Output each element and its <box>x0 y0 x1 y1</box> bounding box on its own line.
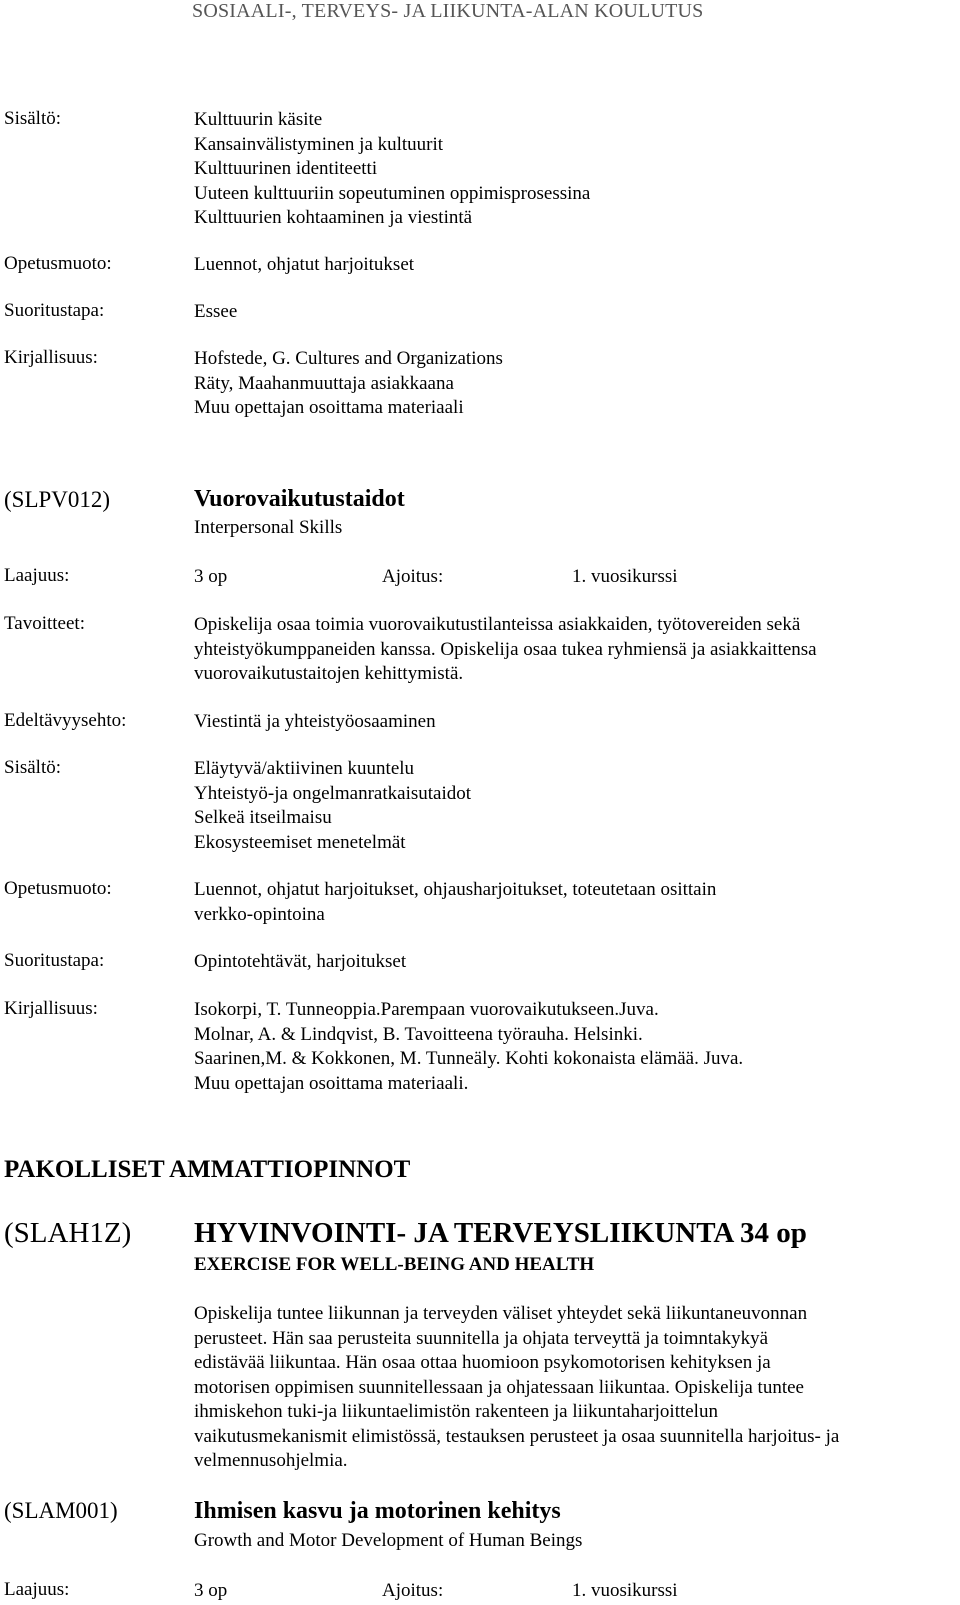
ajoitus-label: Ajoitus: <box>382 1580 444 1601</box>
suoritustapa-value: Essee <box>194 301 238 322</box>
section-heading: PAKOLLISET AMMATTIOPINNOT <box>4 1156 411 1183</box>
ajoitus-value: 1. vuosikurssi <box>572 566 678 587</box>
module-description <box>194 1302 839 1474</box>
course-subtitle: Interpersonal Skills <box>194 517 343 538</box>
suoritustapa-value: Opintotehtävät, harjoitukset <box>194 951 407 972</box>
kirjallisuus-item: Molnar, A. & Lindqvist, B. Tavoitteena työrauha. Helsinki. <box>194 1023 643 1045</box>
module-subtitle: EXERCISE FOR WELL-BEING AND HEALTH <box>194 1254 595 1275</box>
tavoitteet-line: Opiskelija osaa toimia vuorovaikutustilanteissa asiakkaiden, työtovereiden sekä <box>194 614 801 635</box>
description-line: perusteet. Hän saa perusteita suunnitella ja ohjata terveyttä ja toimntakykyä <box>194 1327 769 1349</box>
edeltavyysehto-value: Viestintä ja yhteistyöosaaminen <box>194 711 436 732</box>
description-line: motorisen oppimisen suunnitellessaan ja ohjatessaan liikuntaa. Opiskelija tuntee <box>194 1376 804 1398</box>
kirjallisuus-label: Kirjallisuus: <box>4 347 98 368</box>
course-code: (SLAM001) <box>4 1498 118 1523</box>
sisalto-item: Selkeä itseilmaisu <box>194 807 332 828</box>
sisalto-item: Kulttuurinen identiteetti <box>194 158 378 179</box>
opetusmuoto-line: Luennot, ohjatut harjoitukset, ohjausharjoitukset, toteutetaan osittain <box>194 879 717 900</box>
kirjallisuus-item: Muu opettajan osoittama materiaali <box>194 397 464 418</box>
kirjallisuus-item: Räty, Maahanmuuttaja asiakkaana <box>194 372 454 394</box>
ajoitus-value: 1. vuosikurssi <box>572 1580 678 1601</box>
description-line: Opiskelija tuntee liikunnan ja terveyden väliset yhteydet sekä liikuntaneuvonnan <box>194 1303 808 1324</box>
sisalto-list <box>194 757 471 855</box>
page-header: SOSIAALI-, TERVEYS- JA LIIKUNTA-ALAN KOULUTUS <box>192 0 704 22</box>
suoritustapa-label: Suoritustapa: <box>4 950 105 971</box>
tavoitteet-label: Tavoitteet: <box>4 613 85 634</box>
sisalto-label: Sisältö: <box>4 757 62 778</box>
laajuus-label: Laajuus: <box>4 565 70 586</box>
opetusmuoto-line: verkko-opintoina <box>194 903 325 925</box>
tavoitteet-line: vuorovaikutustaitojen kehittymistä. <box>194 663 464 684</box>
suoritustapa-label: Suoritustapa: <box>4 300 105 321</box>
laajuus-value: 3 op <box>194 566 228 587</box>
course-subtitle: Growth and Motor Development of Human Beings <box>194 1530 583 1551</box>
opetusmuoto-value <box>194 878 716 927</box>
tavoitteet-line: yhteistyökumppaneiden kanssa. Opiskelija osaa tukea ryhmiensä ja asiakkaittensa <box>194 638 817 660</box>
kirjallisuus-item: Hofstede, G. Cultures and Organizations <box>194 348 503 369</box>
laajuus-label: Laajuus: <box>4 1579 70 1600</box>
course-title: Vuorovaikutustaidot <box>194 486 405 512</box>
sisalto-list <box>194 108 590 231</box>
kirjallisuus-item: Saarinen,M. & Kokkonen, M. Tunneäly. Kohti kokonaista elämää. Juva. <box>194 1048 744 1069</box>
opetusmuoto-value: Luennot, ohjatut harjoitukset <box>194 254 415 275</box>
module-code: (SLAH1Z) <box>4 1217 132 1249</box>
kirjallisuus-list <box>194 998 743 1096</box>
description-line: vaikutusmekanismit elimistössä, testauksen perusteet ja osaa suunnitella harjoitus- ja <box>194 1425 840 1447</box>
description-line: ihmiskehon tuki-ja liikuntaelimistön rakenteen ja liikuntaharjoittelun <box>194 1401 718 1422</box>
course-code: (SLPV012) <box>4 487 111 512</box>
course-title: Ihmisen kasvu ja motorinen kehitys <box>194 1498 561 1524</box>
sisalto-item: Yhteistyö-ja ongelmanratkaisutaidot <box>194 782 472 804</box>
sisalto-item: Kansainvälistyminen ja kultuurit <box>194 133 444 155</box>
kirjallisuus-item: Muu opettajan osoittama materiaali. <box>194 1072 469 1094</box>
laajuus-value: 3 op <box>194 1580 228 1601</box>
sisalto-item: Ekosysteemiset menetelmät <box>194 831 406 853</box>
module-title: HYVINVOINTI- JA TERVEYSLIIKUNTA 34 op <box>194 1217 807 1249</box>
description-line: edistävää liikuntaa. Hän osaa ottaa huomioon psykomotorisen kehityksen ja <box>194 1352 771 1373</box>
kirjallisuus-list <box>194 347 503 421</box>
tavoitteet-text <box>194 613 817 687</box>
sisalto-item: Eläytyvä/aktiivinen kuuntelu <box>194 758 415 779</box>
opetusmuoto-label: Opetusmuoto: <box>4 878 112 899</box>
kirjallisuus-item: Isokorpi, T. Tunneoppia.Parempaan vuorovaikutukseen.Juva. <box>194 999 659 1020</box>
ajoitus-label: Ajoitus: <box>382 566 444 587</box>
sisalto-item: Uuteen kulttuuriin sopeutuminen oppimisprosessina <box>194 182 591 204</box>
sisalto-item: Kulttuurien kohtaaminen ja viestintä <box>194 207 473 228</box>
sisalto-label: Sisältö: <box>4 108 62 129</box>
description-line: velmennusohjelmia. <box>194 1450 348 1471</box>
opetusmuoto-label: Opetusmuoto: <box>4 253 112 274</box>
kirjallisuus-label: Kirjallisuus: <box>4 998 98 1019</box>
edeltavyysehto-label: Edeltävyysehto: <box>4 710 127 731</box>
sisalto-item: Kulttuurin käsite <box>194 109 323 130</box>
